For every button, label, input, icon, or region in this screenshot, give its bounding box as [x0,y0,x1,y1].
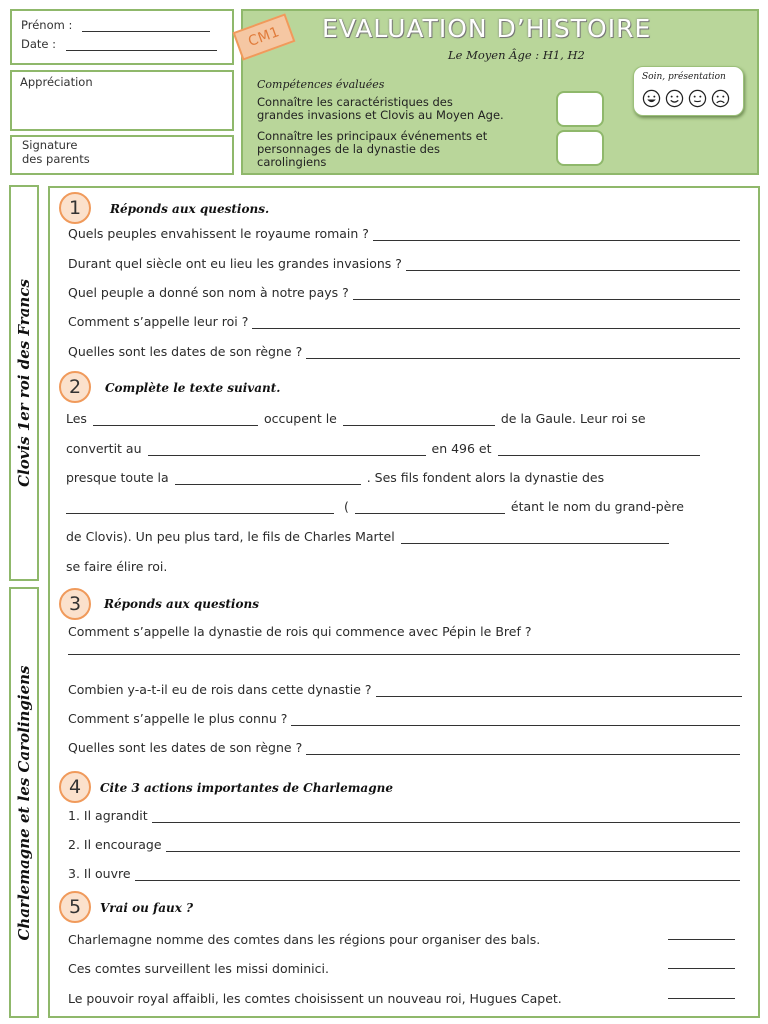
soin-presentation-box [633,66,744,116]
date-row [21,37,217,51]
s5-answer-2[interactable] [668,968,735,969]
section-1-title: Réponds aux questions. [110,202,270,216]
s4-item-2 [68,837,740,852]
s3-question-4-text: Quelles sont les dates de son règne ? [68,740,303,755]
s4-answer-3[interactable] [135,869,740,881]
s1-question-5 [68,344,740,359]
s1-answer-1[interactable] [373,229,740,241]
s2-text-2b: en 496 et [431,441,492,456]
s2-blank-1[interactable] [93,414,258,426]
section-5-number: 5 [59,891,91,923]
s3-question-3-text: Comment s’appelle le plus connu ? [68,711,288,726]
s3-answer-3[interactable] [291,714,740,726]
s1-question-3 [68,285,740,300]
s1-question-4 [68,314,740,329]
s3-question-2-text: Combien y-a-t-il eu de rois dans cette dynastie ? [68,682,372,697]
date-label: Date : [21,37,57,51]
s1-question-5-text: Quelles sont les dates de son règne ? [68,344,303,359]
s2-blank-4[interactable] [498,444,700,456]
s1-question-2-text: Durant quel siècle ont eu lieu les grandes invasions ? [68,256,402,271]
s4-answer-1[interactable] [152,811,740,823]
signature-box [10,135,234,175]
s2-text-3b: . Ses fils fondent alors la dynastie des [366,470,605,485]
competence-2-score-box[interactable] [556,130,604,166]
s1-answer-5[interactable] [306,347,740,359]
s2-text-2a: convertit au [66,441,142,456]
competence-1-score-box[interactable] [556,91,604,127]
s2-blank-5[interactable] [175,473,361,485]
competence-2-line-3: carolingiens [257,155,327,169]
s1-question-1 [68,226,740,241]
s3-answer-4[interactable] [306,743,740,755]
s2-text-line-5 [66,529,669,544]
s4-answer-2[interactable] [166,840,740,852]
section-1-number: 1 [59,192,91,224]
s2-text-line-1 [66,411,646,426]
s5-statement-1: Charlemagne nomme des comtes dans les régions pour organiser des bals. [68,932,541,947]
side-panel-charlemagne [9,587,39,1018]
s1-question-4-text: Comment s’appelle leur roi ? [68,314,249,329]
s3-question-4 [68,740,740,755]
s4-item-1 [68,808,740,823]
s4-item-3-text: 3. Il ouvre [68,866,131,881]
competence-2-line-1: Connaître les principaux événements et [257,129,488,143]
section-5-title: Vrai ou faux ? [100,901,194,915]
s2-text-1c: de la Gaule. Leur roi se [500,411,646,426]
appreciation-label: Appréciation [20,75,93,89]
s2-text-4a: ( [344,499,349,514]
s1-question-2 [68,256,740,271]
section-4-title: Cite 3 actions importantes de Charlemagne [100,781,393,795]
date-field[interactable] [66,40,217,51]
s2-text-line-3 [66,470,604,485]
s2-text-6: se faire élire roi. [66,559,168,574]
side-panel-clovis [9,185,39,581]
s2-text-3a: presque toute la [66,470,169,485]
prenom-row [21,18,210,32]
signature-label-2: des parents [22,152,90,166]
competence-1-line-2: grandes invasions et Clovis au Moyen Age. [257,108,504,122]
exercise-panel [48,186,760,1018]
s5-statement-3: Le pouvoir royal affaibli, les comtes choisissent un nouveau roi, Hugues Capet. [68,991,562,1006]
s3-question-1: Comment s’appelle la dynastie de rois qui commence avec Pépin le Bref ? [68,624,532,639]
level-tag: CM1 [233,13,296,60]
neutral-face-icon[interactable] [688,89,707,108]
s5-statement-2: Ces comtes surveillent les missi dominici. [68,961,329,976]
s3-question-3 [68,711,740,726]
s1-question-1-text: Quels peuples envahissent le royaume romain ? [68,226,369,241]
competence-2-line-2: personnages de la dynastie des [257,142,440,156]
s4-item-1-text: 1. Il agrandit [68,808,148,823]
s4-item-2-text: 2. Il encourage [68,837,162,852]
s2-text-5a: de Clovis). Un peu plus tard, le fils de Charles Martel [66,529,395,544]
very-happy-face-icon[interactable] [642,89,661,108]
section-3-title: Réponds aux questions [104,597,259,611]
side-label-charlemagne: Charlemagne et les Carolingiens [15,664,33,941]
competence-1 [257,96,504,122]
s2-blank-8[interactable] [401,532,669,544]
s1-answer-3[interactable] [353,288,740,300]
section-3-number: 3 [59,588,91,620]
side-label-clovis: Clovis 1er roi des Francs [15,279,33,487]
s3-question-2 [68,682,742,697]
s2-blank-7[interactable] [355,502,505,514]
s1-question-3-text: Quel peuple a donné son nom à notre pays ? [68,285,349,300]
s3-answer-1[interactable] [68,654,740,655]
s2-text-line-4 [66,499,684,514]
identity-box [10,9,234,65]
prenom-label: Prénom : [21,18,73,32]
happy-face-icon[interactable] [665,89,684,108]
s5-answer-1[interactable] [668,939,735,940]
s2-text-4b: étant le nom du grand-père [510,499,684,514]
sad-face-icon[interactable] [711,89,730,108]
section-4-number: 4 [59,771,91,803]
competence-2 [257,130,487,169]
appreciation-box [10,70,234,131]
smiley-scale [642,89,730,108]
s2-text-1a: Les [66,411,87,426]
s5-answer-3[interactable] [668,998,735,999]
s2-text-1b: occupent le [263,411,337,426]
s2-blank-3[interactable] [148,444,426,456]
page-title: EVALUATION D’HISTOIRE [322,14,652,43]
competence-1-line-1: Connaître les caractéristiques des [257,95,453,109]
s2-blank-6[interactable] [66,502,334,514]
page-subtitle: Le Moyen Âge : H1, H2 [448,48,585,62]
s2-blank-2[interactable] [343,414,495,426]
section-2-title: Complète le texte suivant. [105,381,281,395]
competences-title: Compétences évaluées [257,78,385,91]
soin-label: Soin, présentation [642,72,726,82]
s1-answer-2[interactable] [406,259,740,271]
s3-answer-2[interactable] [376,685,742,697]
s2-text-line-2 [66,441,706,456]
s4-item-3 [68,866,740,881]
section-2-number: 2 [59,371,91,403]
signature-label: Signature [22,138,78,152]
s1-answer-4[interactable] [252,317,740,329]
prenom-field[interactable] [82,21,210,32]
